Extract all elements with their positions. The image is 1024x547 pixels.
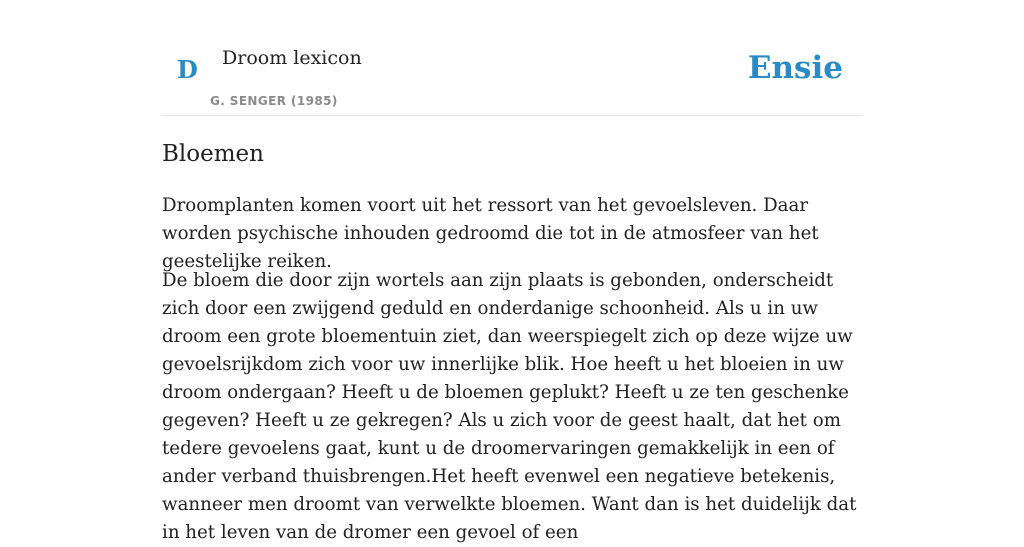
source-author: G. SENGER (1985) <box>210 94 338 108</box>
source-title-link[interactable]: Droom lexicon <box>222 47 362 69</box>
article-paragraph: Droomplanten komen voort uit het ressort van het gevoelsleven. Daar worden psychische inhouden gedroomd die tot in de atmosfeer van het geestelijke reiken. <box>162 195 819 272</box>
ensie-logo-link[interactable]: Ensie <box>747 50 843 86</box>
article-title: Bloemen <box>162 141 264 167</box>
source-header <box>162 0 862 116</box>
source-initial-letter: D <box>177 55 198 84</box>
article-container <box>162 0 862 543</box>
article-paragraph: De bloem die door zijn wortels aan zijn plaats is gebonden, onderscheidt zich door een zwijgend geduld en onderdanige schoonheid. Als u in uw droom een grote bloementuin ziet, dan weerspiegelt zich op deze wijze uw gevoelsrijkdom zich voor uw innerlijke blik. Hoe heeft u het bloeien in uw droom ondergaan? Heeft u de bloemen geplukt? Heeft u ze ten geschenke gegeven? Heeft u ze gekregen? Als u zich voor de geest haalt, dat het om tedere gevoelens gaat, kunt u de droomervaringen gemakkelijk in een of ander verband thuisbrengen.Het heeft evenwel een negatieve betekenis, wanneer men droomt van verwelkte bloemen. Want dan is het duidelijk dat in het leven van de dromer een gevoel of een <box>162 270 857 543</box>
